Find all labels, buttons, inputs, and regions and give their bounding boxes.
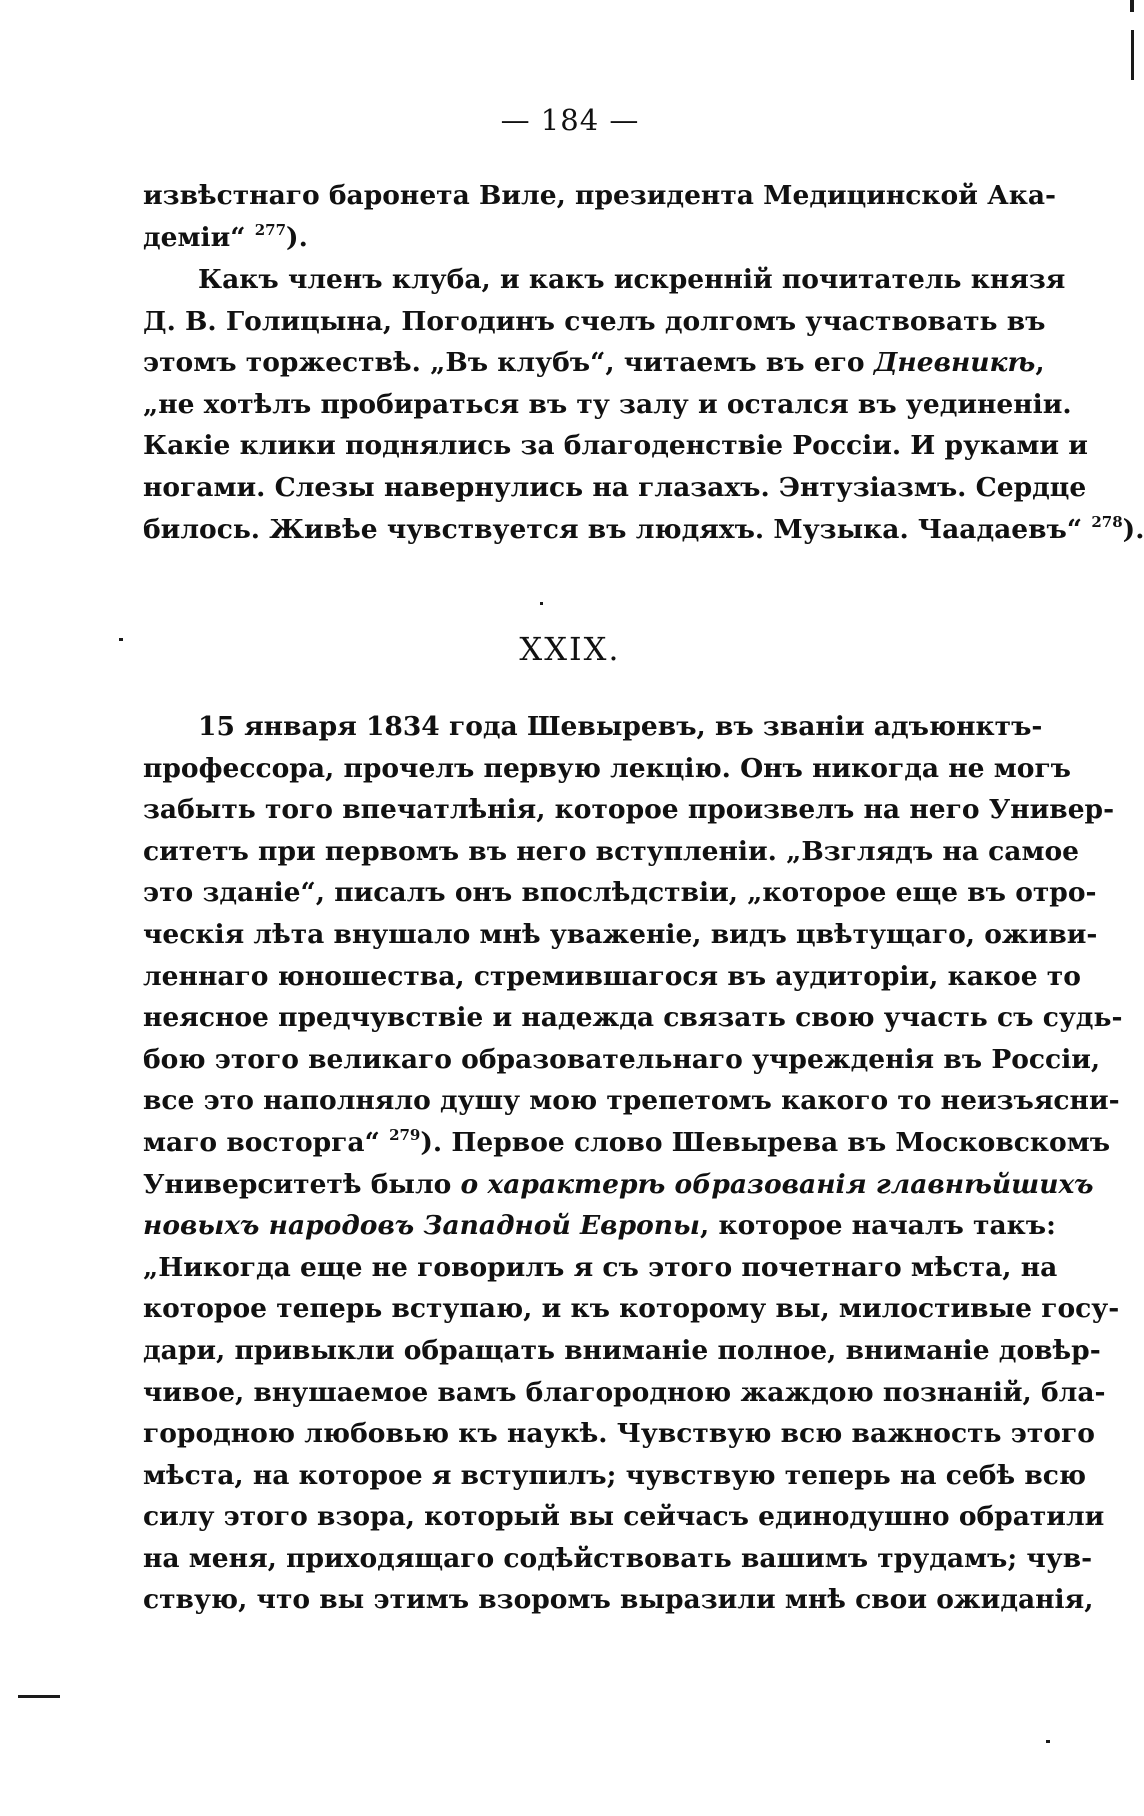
- text-line: Какіе клики поднялись за благоденствіе Россіи. И руками и: [143, 430, 1088, 462]
- text-line: ногами. Слезы навернулись на глазахъ. Энтузіазмъ. Сердце: [143, 471, 1087, 503]
- text-line: ческія лѣта внушало мнѣ уваженіе, видъ цвѣтущаго, оживи-: [143, 918, 1098, 950]
- text-line: „Никогда еще не говорилъ я съ этого почетнаго мѣста, на: [143, 1251, 1058, 1283]
- italic-lecture-title: новыхъ народовъ Западной Европы: [143, 1210, 701, 1242]
- binding-edge-mark: [1130, 0, 1134, 12]
- footnote-ref: 279: [389, 1125, 421, 1144]
- text-line: которое теперь вступаю, и къ которому вы, милостивые госу-: [143, 1293, 1120, 1325]
- text-line: на меня, приходящаго содѣйствовать вашимъ трудамъ; чув-: [143, 1542, 1093, 1574]
- text-line: маго восторга“ $^{279}$). Первое слово Шевырева въ Московскомъ: [143, 1125, 1111, 1158]
- scan-dot-mark: [540, 602, 543, 605]
- text-line: извѣстнаго баронета Виле, президента Медицинской Ака-: [143, 180, 1056, 211]
- footnote-ref: 278: [1091, 512, 1123, 531]
- text-line: профессора, прочелъ первую лекцію. Онъ никогда не могъ: [143, 752, 1072, 784]
- chapter-heading: XXIX.: [519, 630, 621, 668]
- text-line: городною любовью къ наукѣ. Чувствую всю важность этого: [143, 1418, 1095, 1450]
- italic-title: Дневникѣ: [873, 347, 1036, 379]
- page-number: — 184 —: [500, 103, 640, 137]
- italic-lecture-title: о характерѣ образованія главнѣйшихъ: [460, 1168, 1094, 1200]
- text-line: дари, привыкли обращать вниманіе полное, вниманіе довѣр-: [143, 1334, 1101, 1366]
- text-line: Какъ членъ клуба, и какъ искренній почитатель князя: [198, 264, 1066, 295]
- text-line: билось. Живѣе чувствуется въ людяхъ. Музыка. Чаадаевъ“ $^{278}$).: [143, 512, 1144, 545]
- text-line: мѣста, на которое я вступилъ; чувствую теперь на себѣ всю: [143, 1459, 1087, 1491]
- paragraph-club: [143, 259, 1144, 550]
- scan-dot-mark: [1046, 1740, 1050, 1743]
- text-line: Д. В. Голицына, Погодинъ счелъ долгомъ участвовать въ: [143, 305, 1046, 337]
- text-line: это зданіе“, писалъ онъ впослѣдствіи, „которое еще въ отро-: [143, 877, 1097, 909]
- text-line: неясное предчувствіе и надежда связать свою участь съ судь-: [143, 1002, 1123, 1034]
- text-line: 15 января 1834 года Шевыревъ, въ званіи адъюнктъ-: [198, 711, 1043, 742]
- text-line: силу этого взора, который вы сейчасъ единодушно обратили: [143, 1501, 1105, 1533]
- text-line: все это наполняло душу мою трепетомъ какого то неизъясни-: [143, 1085, 1120, 1117]
- footnote-ref: 277: [254, 220, 287, 239]
- text-line: забыть того впечатлѣнія, которое произвелъ на него Универ-: [143, 794, 1115, 826]
- text-line: леннаго юношества, стремившагося въ аудиторіи, какое то: [143, 960, 1081, 992]
- text-line: новыхъ народовъ Западной Европы, которое началъ такъ:: [143, 1210, 1056, 1242]
- binding-edge-mark: [1131, 30, 1134, 80]
- text-line: ствую, что вы этимъ взоромъ выразили мнѣ свои ожиданія,: [143, 1584, 1094, 1616]
- text-line: бою этого великаго образовательнаго учрежденія въ Россіи,: [143, 1043, 1101, 1075]
- paragraph-lecture: [143, 706, 1123, 1621]
- text-line: чивое, внушаемое вамъ благородною жаждою познаній, бла-: [143, 1376, 1106, 1408]
- text-line: „не хотѣлъ пробираться въ ту залу и остался въ уединеніи.: [143, 388, 1072, 420]
- text-line: деміи“ $^{277}$).: [143, 220, 308, 253]
- scan-dot-mark: [119, 638, 123, 641]
- scan-smudge-mark: [18, 1695, 60, 1698]
- text-line: этомъ торжествѣ. „Въ клубъ“, читаемъ въ его Дневникѣ,: [143, 347, 1045, 379]
- paragraph-continuation: [143, 175, 1056, 258]
- text-line: ситетъ при первомъ въ него вступленіи. „Взглядъ на самое: [143, 835, 1080, 867]
- text-line: Университетѣ было о характерѣ образованія главнѣйшихъ: [143, 1168, 1094, 1200]
